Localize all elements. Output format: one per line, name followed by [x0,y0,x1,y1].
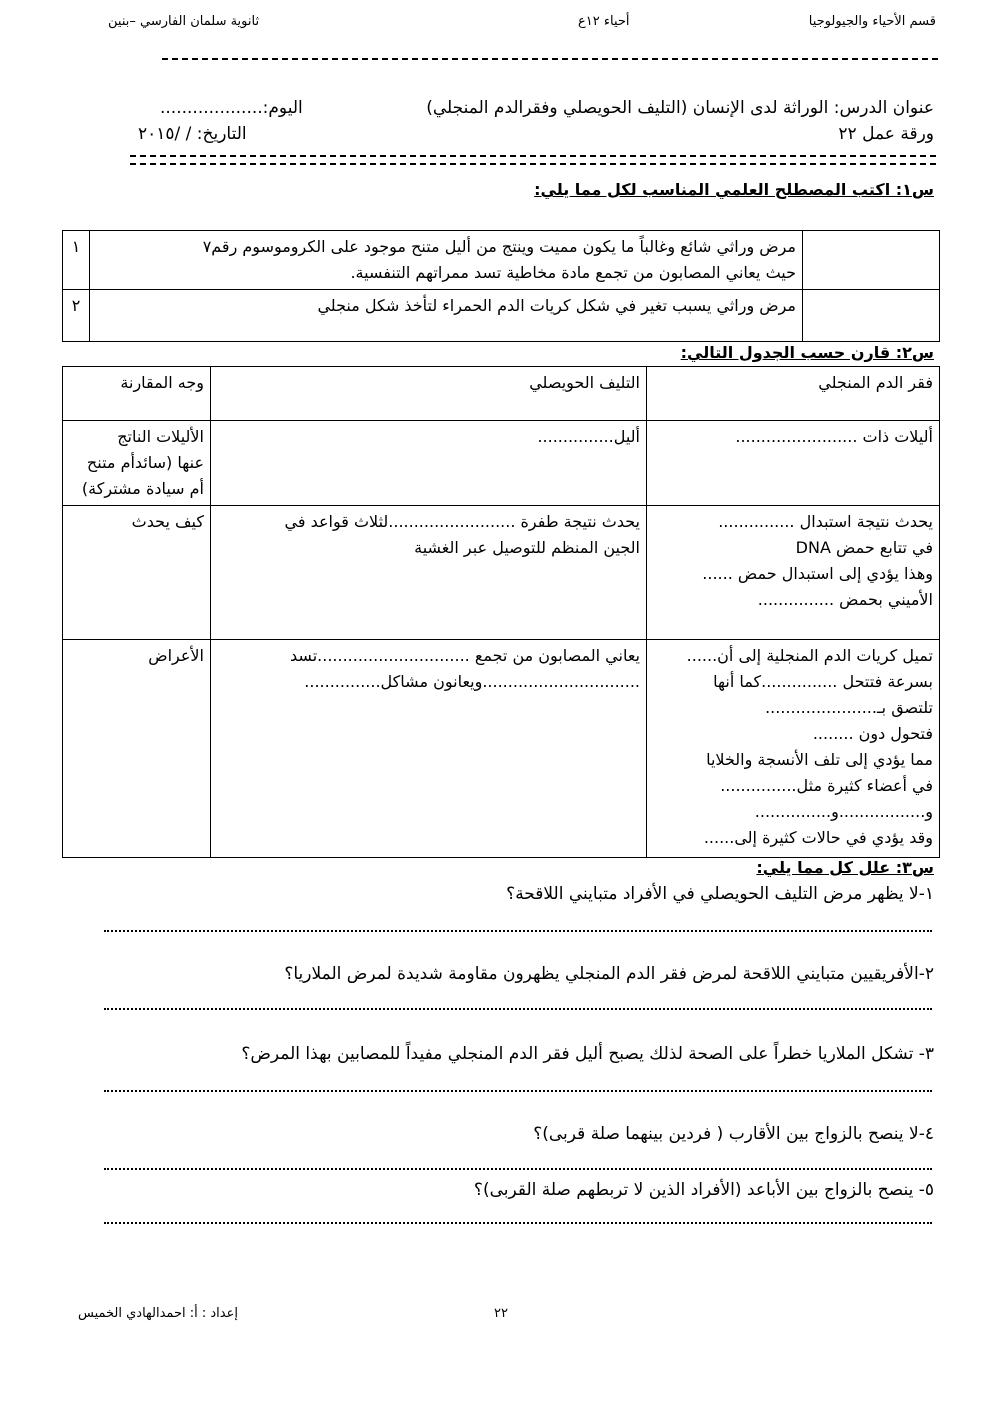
q1-row-number: ١ [63,231,90,290]
q2-sc-cell[interactable] [647,506,940,640]
q3-item: ٢-الأفريقيين متبايني اللاقحة لمرض فقر الدم المنجلي يظهرون مقاومة شديدة لمرض الملاريا؟ [284,964,934,984]
q2-row [63,640,940,858]
q2-cf-line: أليل............... [537,427,640,446]
q1-line: مرض وراثي شائع وغالباً ما يكون مميت وينتج من أليل متنح موجود على الكروموسوم رقم٧ [202,237,796,256]
q2-sc-line: يحدث نتيجة استبدال ............... [718,512,933,531]
q2-aspect-line: عنها (سائدأم متنح [86,453,204,472]
q2-sc-cell[interactable] [647,640,940,858]
q1-row-number: ٢ [63,290,90,342]
q1-heading: س١: اكتب المصطلح العلمي المناسب لكل مما يلي: [534,180,934,199]
q1-answer-cell[interactable] [803,290,940,342]
author-credit: إعداد : أ: احمدالهادي الخميس [78,1306,238,1321]
q2-aspect-cell [63,640,211,858]
answer-line[interactable] [104,930,932,932]
q2-aspect-line: الأليلات الناتج [117,427,204,446]
q3-item: ٥- ينصح بالزواج بين الأباعد (الأفراد الذين لا تربطهم صلة القربى)؟ [473,1180,934,1200]
q2-sc-line: فتحول دون ........ [812,724,933,743]
q2-sc-line: تلتصق بـ...................... [765,698,933,717]
q2-sc-line: في أعضاء كثيرة مثل............... [720,776,933,795]
q2-sc-line: وقد يؤدي في حالات كثيرة إلى...... [703,828,933,847]
day-field: اليوم:................... [160,98,303,118]
q3-item: ٤-لا ينصح بالزواج بين الأقارب ( فردين بينهما صلة قربى)؟ [533,1124,934,1144]
q2-row [63,506,940,640]
q2-sc-cell[interactable] [647,421,940,506]
q2-aspect-line: الأعراض [148,646,204,665]
q3-item: ١-لا يظهر مرض التليف الحويصلي في الأفراد متبايني اللاقحة؟ [506,884,934,904]
q1-answer-cell[interactable] [803,231,940,290]
q1-line: مرض وراثي يسبب تغير في شكل كريات الدم الحمراء لتأخذ شكل منجلي [317,296,796,315]
page-number: ٢٢ [494,1306,508,1321]
q1-table [62,230,940,342]
q2-aspect-cell [63,421,211,506]
q2-sc-line: الأميني بحمض ............... [757,590,933,609]
lesson-title: عنوان الدرس: الوراثة لدى الإنسان (التليف الحويصلي وفقرالدم المنجلي) [426,98,934,118]
q2-cf-line: يعاني المصابون من تجمع ..............................تسد [290,646,640,665]
q2-row [63,421,940,506]
q1-row [63,290,940,342]
q2-aspect-cell [63,506,211,640]
date-field: التاريخ: / /٢٠١٥ [138,124,247,144]
answer-line[interactable] [104,1222,932,1224]
q2-heading: س٢: قارن حسب الجدول التالي: [680,343,934,362]
q2-cf-cell[interactable] [211,506,647,640]
q2-sc-line: وهذا يؤدي إلى استبدال حمض ...... [702,564,933,583]
q1-row [63,231,940,290]
q2-cf-line: ...............................ويعانون مشاكل............... [304,672,640,691]
q2-header-aspect: وجه المقارنة [63,367,211,421]
q2-sc-line: بسرعة فتتحل ...............كما أنها [713,672,933,691]
q2-header-cf: التليف الحويصلي [211,367,647,421]
separator-line [130,163,936,165]
q2-header-row [63,367,940,421]
q3-item: ٣- تشكل الملاريا خطراً على الصحة لذلك يصبح أليل فقر الدم المنجلي مفيداً للمصابين بهذا المرض؟ [241,1044,934,1064]
q2-cf-line: الجين المنظم للتوصيل عبر الغشية [414,538,640,557]
q2-sc-line: و.................و............... [754,802,933,821]
school-label: ثانوية سلمان الفارسي –بنين [108,14,260,29]
q2-aspect-line: كيف يحدث [131,512,204,531]
q2-sc-line: في تتابع حمض DNA [795,538,933,557]
q2-cf-cell[interactable] [211,421,647,506]
answer-line[interactable] [104,1168,932,1170]
q2-sc-line: أليلات ذات ........................ [735,427,933,446]
separator-line [130,155,936,157]
q2-cf-line: يحدث نتيجة طفرة .........................لثلاث قواعد في [284,512,640,531]
course-label: أحياء ١٢ع [578,14,630,29]
q1-row-text [90,231,803,290]
q2-sc-line: تميل كريات الدم المنجلية إلى أن...... [686,646,933,665]
q2-header-sc: فقر الدم المنجلي [647,367,940,421]
worksheet-number: ورقة عمل ٢٢ [838,124,934,144]
q2-cf-cell[interactable] [211,640,647,858]
answer-line[interactable] [104,1090,932,1092]
q3-heading: س٣: علل كل مما يلي: [756,858,934,877]
answer-line[interactable] [104,1008,932,1010]
q1-row-text [90,290,803,342]
q2-table [62,366,940,858]
header-divider [162,58,938,60]
q2-aspect-line: أم سيادة مشتركة) [81,479,204,498]
q1-line: حيث يعاني المصابون من تجمع مادة مخاطية تسد ممراتهم التنفسية. [350,263,796,282]
q2-sc-line: مما يؤدي إلى تلف الأنسجة والخلايا [706,750,933,769]
department-label: قسم الأحياء والجيولوجيا [808,14,936,29]
